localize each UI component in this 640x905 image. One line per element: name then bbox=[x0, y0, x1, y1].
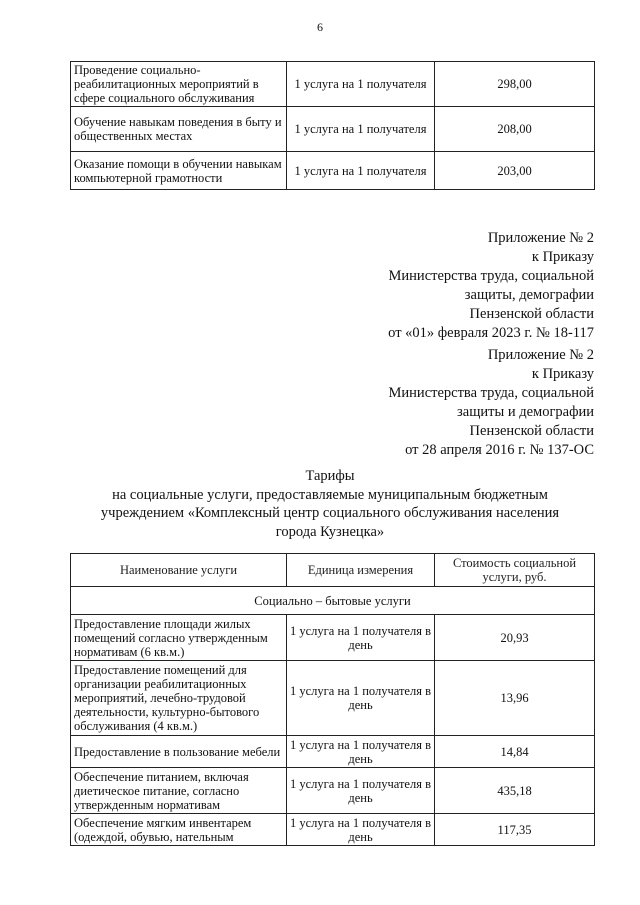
appendix-line: Приложение № 2 bbox=[487, 230, 594, 246]
service-price: 13,96 bbox=[435, 661, 595, 736]
service-unit: 1 услуга на 1 получателя в день bbox=[287, 736, 435, 768]
service-price: 14,84 bbox=[435, 736, 595, 768]
appendix-line: Пензенской области bbox=[469, 306, 594, 322]
header-price: Стоимость социальной услуги, руб. bbox=[435, 554, 595, 587]
header-name: Наименование услуги bbox=[71, 554, 287, 587]
title-line: Тарифы bbox=[305, 468, 355, 484]
table-header-row bbox=[71, 554, 595, 587]
appendix-line: Пензенской области bbox=[469, 423, 594, 439]
table-row bbox=[71, 107, 595, 152]
table-row bbox=[71, 814, 595, 846]
service-unit: 1 услуга на 1 получателя в день bbox=[287, 615, 435, 661]
table-row bbox=[71, 615, 595, 661]
service-unit: 1 услуга на 1 получателя в день bbox=[287, 814, 435, 846]
header-unit: Единица измерения bbox=[287, 554, 435, 587]
appendix-line: Министерства труда, социальной bbox=[388, 268, 594, 284]
appendix-line: к Приказу bbox=[531, 366, 594, 382]
main-tariff-table bbox=[70, 553, 595, 846]
page-number: 6 bbox=[317, 20, 323, 34]
appendix-block-new bbox=[388, 229, 594, 343]
service-unit: 1 услуга на 1 получателя bbox=[287, 152, 435, 190]
appendix-line: от 28 апреля 2016 г. № 137-ОС bbox=[405, 442, 594, 458]
service-name: Обеспечение мягким инвентарем (одеждой, обувью, нательным bbox=[71, 814, 287, 846]
table-row bbox=[71, 736, 595, 768]
section-title: Социально – бытовые услуги bbox=[71, 587, 595, 615]
top-tariff-table bbox=[70, 61, 595, 190]
service-price: 20,93 bbox=[435, 615, 595, 661]
service-name: Предоставление площади жилых помещений согласно утвержденным нормативам (6 кв.м.) bbox=[71, 615, 287, 661]
section-row bbox=[71, 587, 595, 615]
appendix-line: к Приказу bbox=[531, 249, 594, 265]
document-title bbox=[60, 467, 600, 541]
appendix-line: Министерства труда, социальной bbox=[388, 385, 594, 401]
service-unit: 1 услуга на 1 получателя в день bbox=[287, 768, 435, 814]
title-line: учреждением «Комплексный центр социального обслуживания населения bbox=[100, 505, 560, 521]
service-unit: 1 услуга на 1 получателя bbox=[287, 107, 435, 152]
service-name: Оказание помощи в обучении навыкам компьютерной грамотности bbox=[71, 152, 287, 190]
table-row bbox=[71, 152, 595, 190]
service-price: 435,18 bbox=[435, 768, 595, 814]
service-name: Обучение навыкам поведения в быту и общественных местах bbox=[71, 107, 287, 152]
table-row bbox=[71, 62, 595, 107]
service-price: 117,35 bbox=[435, 814, 595, 846]
service-name: Проведение социально-реабилитационных мероприятий в сфере социального обслуживания bbox=[71, 62, 287, 107]
title-line: на социальные услуги, предоставляемые муниципальным бюджетным bbox=[112, 486, 548, 503]
appendix-line: защиты, демографии bbox=[464, 287, 594, 303]
service-name: Предоставление в пользование мебели bbox=[71, 736, 287, 768]
service-name: Предоставление помещений для организации реабилитационных мероприятий, лечебно-трудовой деятельности, культурно-бытового обслуживания (4 кв.м.) bbox=[71, 661, 287, 736]
service-name: Обеспечение питанием, включая диетическое питание, согласно утвержденным нормативам bbox=[71, 768, 287, 814]
table-row bbox=[71, 661, 595, 736]
appendix-line: защиты и демографии bbox=[457, 404, 594, 420]
table-row bbox=[71, 768, 595, 814]
service-unit: 1 услуга на 1 получателя в день bbox=[287, 661, 435, 736]
service-price: 203,00 bbox=[435, 152, 595, 190]
appendix-block-old bbox=[389, 346, 594, 460]
service-price: 208,00 bbox=[435, 107, 595, 152]
service-price: 298,00 bbox=[435, 62, 595, 107]
title-line: города Кузнецка» bbox=[275, 523, 385, 540]
service-unit: 1 услуга на 1 получателя bbox=[287, 62, 435, 107]
appendix-line: Приложение № 2 bbox=[487, 347, 594, 363]
appendix-line: от «01» февраля 2023 г. № 18-117 bbox=[388, 325, 594, 341]
